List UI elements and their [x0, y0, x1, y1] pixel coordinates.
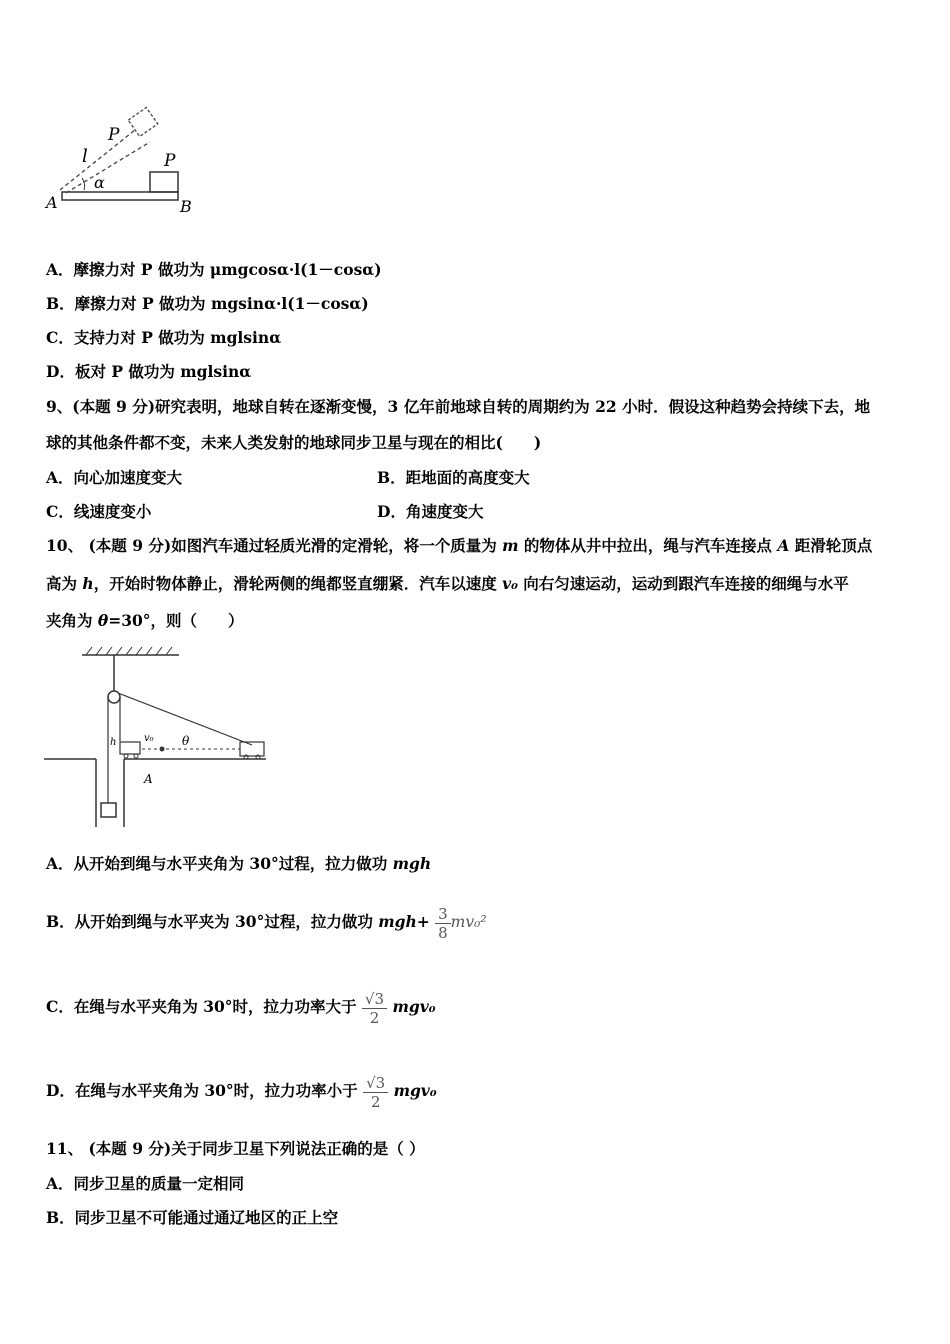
- q11-option-a: A．同步卫星的质量一定相同: [46, 1174, 245, 1193]
- option-text: A．从开始到绳与水平夹角为 30°过程，拉力做功: [46, 854, 393, 873]
- option-tail: mgv₀: [387, 997, 436, 1016]
- q9-option-d: D．角速度变大: [377, 502, 484, 521]
- ceiling-hatch: [86, 647, 172, 655]
- q8-option-c: C．支持力对 P 做功为 mglsinα: [46, 328, 282, 347]
- q10-text: 高为: [46, 574, 83, 593]
- q11-option-b: B．同步卫星不可能通过通辽地区的正上空: [46, 1208, 339, 1227]
- fraction: [363, 1074, 388, 1111]
- option-text: D．在绳与水平夹角为 30°时，拉力功率小于: [46, 1081, 364, 1100]
- q10-text: 夹角为: [46, 611, 98, 630]
- q10-text: 距滑轮顶点: [789, 536, 873, 555]
- q11-stem: 11、 (本题 9 分)关于同步卫星下列说法正确的是（ ）: [46, 1139, 425, 1158]
- label-h: h: [110, 737, 117, 748]
- pulley-figure: [44, 645, 269, 830]
- q10-text: =30°，则（ ）: [108, 611, 244, 630]
- q8-option-b: B．摩擦力对 P 做功为 mgsinα·l(1－cosα): [46, 294, 369, 313]
- fraction: [435, 905, 451, 942]
- car-end: [240, 742, 264, 756]
- label-v0: v₀: [144, 733, 154, 744]
- block-p: [150, 172, 178, 192]
- q10-option-c: [46, 977, 436, 1037]
- q10-var-h: h: [82, 574, 94, 593]
- q10-var-a: A: [777, 536, 790, 555]
- q10-option-d: [46, 1061, 437, 1121]
- q8-option-d: D．板对 P 做功为 mglsinα: [46, 362, 252, 381]
- label-l: l: [82, 146, 88, 167]
- angle-arc: [82, 178, 85, 190]
- label-alpha: α: [94, 173, 105, 192]
- fraction-den: 2: [363, 1092, 388, 1111]
- q10-text: 向右匀速运动，运动到跟汽车连接的细绳与水平: [517, 574, 849, 593]
- q10-var-theta: θ: [97, 611, 109, 630]
- q10-stem-line2: [46, 574, 849, 594]
- q9-stem-line1: 9、(本题 9 分)研究表明，地球自转在逐渐变慢，3 亿年前地球自转的周期约为 22 小时．假设这种趋势会持续下去，地: [46, 397, 871, 416]
- fraction-num: √3: [364, 989, 385, 1008]
- label-p-right: P: [164, 151, 176, 171]
- option-expr: mgh: [392, 854, 432, 873]
- q10-text: ，开始时物体静止，滑轮两侧的绳都竖直绷紧．汽车以速度: [93, 574, 503, 593]
- q8-option-a: A．摩擦力对 P 做功为 μmgcosα·l(1－cosα): [46, 260, 382, 279]
- q10-var-m: m: [502, 536, 519, 555]
- option-tail: mv₀²: [450, 913, 487, 931]
- fraction-num: 3: [438, 904, 448, 923]
- q9-option-c: C．线速度变小: [46, 502, 152, 521]
- option-expr: mgh+: [378, 912, 430, 931]
- q10-stem-line1: [46, 536, 872, 556]
- tilted-board-bottom: [66, 142, 150, 193]
- fraction-den: 2: [362, 1008, 387, 1027]
- q9-stem-line2: 球的其他条件都不变，未来人类发射的地球同步卫星与现在的相比( ): [46, 433, 542, 452]
- q10-option-a: [46, 854, 431, 874]
- car-start: [120, 742, 140, 754]
- q9-option-a: A．向心加速度变大: [46, 468, 183, 487]
- label-b: B: [180, 197, 192, 216]
- fraction: [362, 990, 387, 1027]
- board-ab: [62, 192, 178, 200]
- incline-figure: [40, 100, 210, 220]
- hanging-object: [101, 803, 116, 817]
- label-a-point: A: [144, 772, 153, 786]
- option-text: C．在绳与水平夹角为 30°时，拉力功率大于: [46, 997, 362, 1016]
- velocity-dot: [160, 747, 165, 752]
- q9-option-b: B．距地面的高度变大: [377, 468, 530, 487]
- q10-text: 的物体从井中拉出，绳与汽车连接点: [518, 536, 778, 555]
- q10-stem-line3: [46, 611, 244, 631]
- option-text: B．从开始到绳与水平夹为 30°过程，拉力做功: [46, 912, 379, 931]
- fraction-den: 8: [435, 923, 451, 942]
- label-p-top: P: [108, 125, 120, 145]
- q10-text: 10、 (本题 9 分)如图汽车通过轻质光滑的定滑轮，将一个质量为: [46, 536, 503, 555]
- q10-option-b: [46, 892, 487, 952]
- fraction-num: √3: [366, 1073, 386, 1092]
- q10-var-v0: v₀: [502, 574, 518, 593]
- label-a: A: [46, 193, 58, 212]
- option-tail: mgv₀: [388, 1081, 437, 1100]
- label-theta: θ: [182, 734, 190, 748]
